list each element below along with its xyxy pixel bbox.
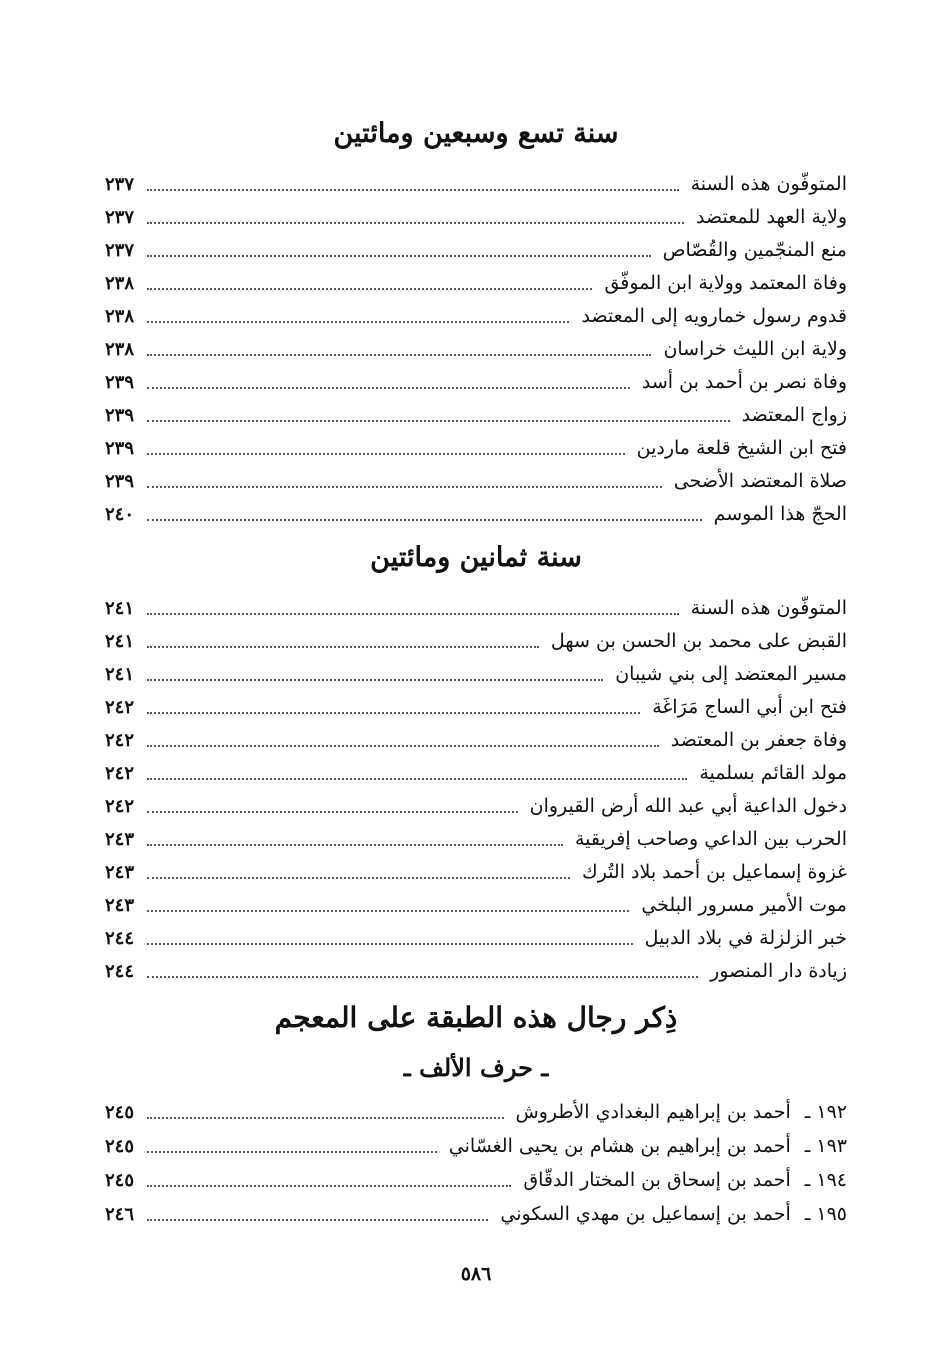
- entry-page: ٢٣٩: [105, 470, 135, 492]
- men-entry: [105, 1198, 847, 1230]
- entry-title: قدوم رسول خمارويه إلى المعتضد: [581, 305, 847, 327]
- entry-page: ٢٤٣: [105, 861, 135, 883]
- entry-title: غزوة إسماعيل بن أحمد بلاد التُرك: [582, 861, 847, 883]
- entry-page: ٢٤٥: [105, 1169, 135, 1191]
- entry-page: ٢٤١: [105, 630, 135, 652]
- entry-title: صلاة المعتضد الأضحى: [673, 470, 847, 492]
- toc-entry: [105, 168, 847, 200]
- entry-title: موت الأمير مسرور البلخي: [641, 894, 847, 916]
- entry-page: ٢٣٧: [105, 173, 135, 195]
- entry-title: مسير المعتضد إلى بني شيبان: [615, 663, 847, 685]
- entry-page: ٢٤٠: [105, 503, 135, 525]
- dot-leader: [147, 877, 570, 879]
- dot-leader: [147, 745, 659, 747]
- toc-entry: [105, 658, 847, 690]
- toc-entry: [105, 856, 847, 888]
- entry-number: ١٩٢ ـ: [804, 1101, 847, 1123]
- dot-leader: [147, 613, 679, 615]
- dot-leader: [147, 255, 651, 257]
- entry-page: ٢٣٩: [105, 437, 135, 459]
- entry-page: ٢٤٣: [105, 894, 135, 916]
- dot-leader: [147, 910, 629, 912]
- entry-page: ٢٤٢: [105, 795, 135, 817]
- entry-page: ٢٤٥: [105, 1101, 135, 1123]
- toc-entry: [105, 267, 847, 299]
- entry-page: ٢٤٢: [105, 762, 135, 784]
- entry-title: وفاة نصر بن أحمد بن أسد: [641, 371, 847, 393]
- entry-title: أحمد بن إبراهيم بن هشام بن يحيى الغسّاني: [448, 1135, 791, 1157]
- toc-entry: [105, 790, 847, 822]
- dot-leader: [147, 679, 603, 681]
- entry-title: الحرب بين الداعي وصاحب إفريقية: [574, 828, 847, 850]
- toc-entry: [105, 498, 847, 530]
- dot-leader: [147, 288, 592, 290]
- dot-leader: [147, 712, 640, 714]
- entry-page: ٢٣٨: [105, 272, 135, 294]
- dot-leader: [147, 321, 569, 323]
- entry-title: مولد القائم بسلمية: [699, 762, 847, 784]
- toc-entry: [105, 724, 847, 756]
- entry-title: زيادة دار المنصور: [710, 960, 847, 982]
- entry-title: ولاية ابن الليث خراسان: [663, 338, 847, 360]
- section-heading: سنة ثمانين ومائتين: [370, 542, 582, 573]
- toc-entry: [105, 201, 847, 233]
- entry-page: ٢٣٩: [105, 371, 135, 393]
- toc-entry: [105, 823, 847, 855]
- entry-title: أحمد بن إبراهيم البغدادي الأطروش: [515, 1101, 791, 1123]
- entry-page: ٢٤٤: [105, 927, 135, 949]
- dot-leader: [147, 646, 539, 648]
- men-entry: [105, 1130, 847, 1162]
- toc-page: [105, 0, 847, 1370]
- page-number: ٥٨٦: [460, 1263, 492, 1285]
- toc-entry: [105, 625, 847, 657]
- toc-entry: [105, 234, 847, 266]
- entry-number: ١٩٣ ـ: [804, 1135, 847, 1157]
- dot-leader: [147, 811, 518, 813]
- dot-leader: [147, 189, 679, 191]
- dot-leader: [147, 1151, 437, 1153]
- entry-title: وفاة جعفر بن المعتضد: [670, 729, 847, 751]
- entry-title: الحجّ هذا الموسم: [713, 503, 847, 525]
- toc-entry: [105, 889, 847, 921]
- entry-page: ٢٣٩: [105, 404, 135, 426]
- entry-title: أحمد بن إسماعيل بن مهدي السكوني: [500, 1203, 791, 1225]
- toc-entry: [105, 757, 847, 789]
- toc-entry: [105, 955, 847, 987]
- toc-entry: [105, 399, 847, 431]
- toc-entry: [105, 300, 847, 332]
- entry-page: ٢٤٢: [105, 696, 135, 718]
- dot-leader: [147, 222, 684, 224]
- entry-page: ٢٤٦: [105, 1203, 135, 1225]
- dot-leader: [147, 943, 633, 945]
- entry-page: ٢٤٣: [105, 828, 135, 850]
- dot-leader: [147, 420, 730, 422]
- toc-entry: [105, 333, 847, 365]
- entry-page: ٢٣٨: [105, 338, 135, 360]
- dot-leader: [147, 1185, 511, 1187]
- entry-page: ٢٤١: [105, 663, 135, 685]
- entry-page: ٢٣٨: [105, 305, 135, 327]
- men-entry: [105, 1164, 847, 1196]
- toc-entry: [105, 366, 847, 398]
- letter-heading: ـ حرف الألف ـ: [403, 1053, 549, 1082]
- entry-page: ٢٣٧: [105, 239, 135, 261]
- dot-leader: [147, 519, 702, 521]
- entry-page: ٢٤٤: [105, 960, 135, 982]
- section-heading: سنة تسع وسبعين ومائتين: [333, 118, 619, 149]
- entry-title: أحمد بن إسحاق بن المختار الدقّاق: [523, 1169, 791, 1191]
- dot-leader: [147, 1117, 504, 1119]
- entry-page: ٢٤٥: [105, 1135, 135, 1157]
- entry-title: وفاة المعتمد وولاية ابن الموفّق: [604, 272, 847, 294]
- dot-leader: [147, 844, 563, 846]
- dot-leader: [147, 486, 662, 488]
- dot-leader: [147, 387, 630, 389]
- entry-title: المتوفّون هذه السنة: [690, 173, 847, 195]
- entry-number: ١٩٤ ـ: [804, 1169, 847, 1191]
- entry-title: فتح ابن أبي الساج مَرَاغَة: [652, 696, 847, 718]
- toc-entry: [105, 922, 847, 954]
- entry-title: فتح ابن الشيخ قلعة ماردين: [636, 437, 847, 459]
- toc-entry: [105, 432, 847, 464]
- entry-page: ٢٣٧: [105, 206, 135, 228]
- toc-entry: [105, 592, 847, 624]
- dot-leader: [147, 453, 625, 455]
- dot-leader: [147, 976, 698, 978]
- entry-title: خبر الزلزلة في بلاد الدبيل: [644, 927, 847, 949]
- dot-leader: [147, 778, 687, 780]
- entry-number: ١٩٥ ـ: [804, 1203, 847, 1225]
- toc-entry: [105, 691, 847, 723]
- toc-entry: [105, 465, 847, 497]
- entry-title: ولاية العهد للمعتضد: [696, 206, 847, 228]
- entry-page: ٢٤١: [105, 597, 135, 619]
- entry-title: زواج المعتضد: [741, 404, 847, 426]
- entry-title: منع المنجّمين والقُصّاص: [662, 239, 847, 261]
- entry-title: المتوفّون هذه السنة: [690, 597, 847, 619]
- entry-page: ٢٤٢: [105, 729, 135, 751]
- entry-title: القبض على محمد بن الحسن بن سهل: [550, 630, 847, 652]
- dot-leader: [147, 354, 651, 356]
- men-entry: [105, 1096, 847, 1128]
- dot-leader: [147, 1219, 488, 1221]
- entry-title: دخول الداعية أبي عبد الله أرض القيروان: [529, 795, 847, 817]
- men-heading: ذِكر رجال هذه الطبقة على المعجم: [274, 1001, 678, 1034]
